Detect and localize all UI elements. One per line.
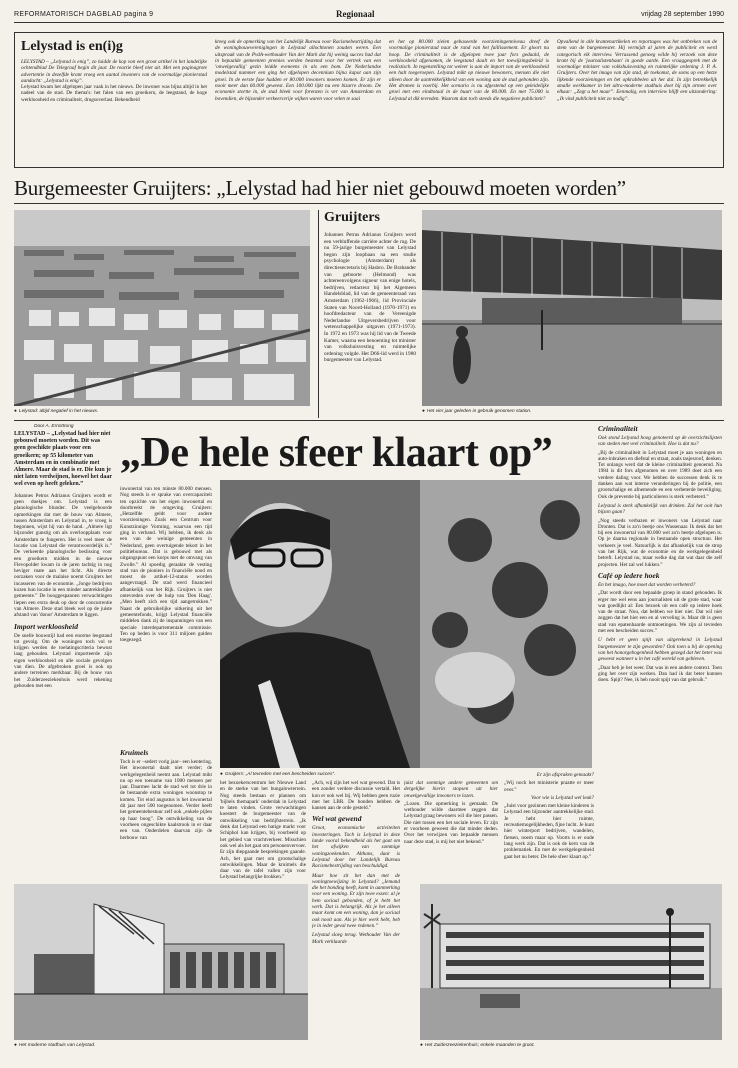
article-col-4: [404, 780, 498, 884]
col-4-question-e: Voor wie is Lelystad wel leuk?: [531, 794, 594, 801]
masthead: [14, 8, 724, 23]
portrait-caption-text: Gruijters: „Al tevreden met een bescheiden succes”.: [224, 772, 336, 777]
station-photo-illustration: [422, 210, 722, 406]
section-title: Regionaal: [336, 9, 375, 19]
col-1-text: Johannes Petrus Adrianus Gruijters wordt er geen doekjes om. Lelystad is een planologische blunder. De veelgehoorde opmerkingen dat met de bouw van Almere, tussen Amsterdam en Lelystad in, te vroeg is begonnen, wijst hij van de hand. „Almere ligt bijzonder gunstig om als overloopplaats voor Amsterdam te fungeren. Het is veel meer de locatie van Lelystad die verantwoordelijk is.” De verkeerde planologische beslissing voor een groeikern midden in de nieuwe Flevopolder kwam in de jaren tachtig in nog heviger mate aan het licht. Als directe oorzaken voor de malaise noemt Gruijters het incasseren van de economie. „Jonge bedrijven kozen hun locatie in een minder aantrekkelijke gemeente.” De hooggespannen verwachtingen liepen een extra deuk op door de concurrentie van Almere. Deze stad bleek wel op de juiste afstand van 'donor' Amsterdam te liggen.: [14, 492, 112, 619]
main-headline: Burgemeester Gruijters: „Lelystad had hier niet gebouwd moeten worden”: [14, 176, 626, 200]
col-3-tail: Lelystad sloeg terug. Wethouder Van der Mark verklaarde: [312, 932, 400, 945]
stadhuis-caption: ● Het moderne stadhuis van Lelystad.: [14, 1043, 96, 1048]
article-col-2b: [120, 748, 212, 880]
byline: Door A. Ernsttrong: [34, 424, 74, 429]
intro-col-1: [21, 39, 207, 163]
col-5-text-d: „Nog steeds verbazen er inwoners van Lelystad naar Dronten. Dat is zo'n beetje ons Wassenaar. Ik denk dat het bij een inwonertal van 80.000 wel zo'n beetje afgelopen is. Op je daarna regionale in bestaande open structuur. Het verkeers je veel. Natuurlijk is dat afhankelijk van de strop van het Rijk, wat de economie en de werkgelegenheid betreft. Lelystad nu, maar welke dag dat wat daar die zelf projecten. Het zal wel lukken.”: [598, 517, 722, 568]
intro-col-1-body: Lelystad kwam het afgelopen jaar vaak in het nieuws. De inwoner was bijna altijd in het nadeel van de stad. De thema's: het falen van een groeikern, de leegstand, de hoge werkloosheid en criminaliteit, drugsoverlast. Bekendheid: [21, 84, 207, 103]
subhead-import: Import werkloosheid: [14, 621, 78, 631]
col-3-text-cont: „Ach, wij zijn het wel wat gewend. Dat is een zonder verdere discussie vertald. Het kon er ook wel bij. Wij hebben geen ruzie met het LBR. De bonden hebben de kansen aan de orde gesteld.”: [312, 780, 400, 812]
intro-box-title: Lelystad is en(i)g: [21, 39, 123, 54]
intro-lead: LELYSTAD – „Lelystad is enig”, zo luidde de kop van een groot artikel in het landelijke ochtendblad De Telegraaf begin dit jaar. De reactie bleef niet uit. Met een paginagrote advertentie in dezelfde krant vroeg een aantal inwoners van de voormalige pionierstad aandacht: „Lelystad is enig”.: [21, 59, 207, 84]
ziekenhuis-photo-illustration: [420, 884, 722, 1040]
col-2-text-b: Toch is er –sedert vorig jaar– een kentering. Het inwonertal daalt niet verder; de werkgelegenheid neemt aan. Lelystad mikt nu op een toename van 1000 mensen per jaar. Daarmee lacht de stad wel tot drie in de bestaande extra woningen woonstop te komen. Tot eind augustus is het inwonertal dit jaar met 500 toegenomen. Verder heeft het gemeentebestuur zelf ook „enkele pijlen op haar boog”. De ontwikkeling van de voorheen ongeschikte kaalstrook in er daar een van. Onderdelen daarvan zijn de herbouw van: [120, 759, 212, 841]
article-col-3a: [220, 772, 306, 880]
aerial-photo: [14, 210, 310, 406]
subhead-cafe: Café op iedere hoek: [598, 570, 660, 580]
station-caption: ● Het vier jaar geleden in gebruik genomen station.: [422, 409, 532, 414]
col-5-text-b: „Bij de criminaliteit in Lelystad moet je aan woningen en auto-inbraken en diefstal en straat, zoals tasjesroof, denken. Tot onlangs werd dat de kleine criminaliteit genoemd. Na 1984 is dit fors afgenomen en over 1989 doet zich een verdere daling voor. We hebben de successen denk ik te danken aan wat interne veranderingen bij de politie, een grootschalige en afnemende en een verbeterde beveiliging. Ook de preventie bij particulieren is sterk verbeterd.”: [598, 449, 722, 500]
article-col-5: [598, 424, 722, 884]
intro-col-3: en het op 80.000 zielen gebaseerde voorzieningenniveau dreef de voormalige pionierstad naar de rand van het faillissement. Er gloort nu hoop. De criminaliteit is de afgelopen twee jaar fors gedaald, de werkloosheid afgenomen, de leegstand daalt en het toewijzingsbeleid is realistisch. In tegenstelling tot weleer is aan de import van de werkloosheid een halt toegeroepen. Lelystad mikt op nieuwe bewoners, mensen die niet alleen door de aantrekkelijkheid van een woning aan de stad gebonden zijn. Het dromen is voorbij. Het scenario is nu afgestemd op een geleidelijke groei met een eindtotaal in de buurt van de 80.000. En met 75.000 is Lelystad al dik tevreden. Waarom dan toch steeds die negatieve publiciteit?: [389, 39, 549, 102]
col-4-italic-a: juist dat sommige andere gemeenten om dergelijke hierin stopsen uit hier onwelgevallige inwoners te lozen.: [404, 780, 498, 799]
portrait-photo-illustration: [220, 480, 592, 768]
aerial-caption: ● Lelystad: altijd negatief in het nieuws.: [14, 409, 99, 414]
intro-col-4: Opvallend in alle krantenartikelen en reportages was het ontbreken van de stem van de burgemeester. Hij vermijdt al jaren de publiciteit en werd categorisch elk interview. Verrassend genoeg wilde hij verzoek van deze krant bij de 'journalistenbaan' in goede aarde. Een vraaggesprek met de voormalige minister van volkshuisvesting en ruimtelijke ordening J. P. A. Gruijters. Over het imago van zijn stad, de toekomst, de soms op een hetze lijkende voorzieningen en het opkrabbelen uit het dal. In zijn betrekkelijk smalle werkkamer in het ultra-moderne stadhuis doet hij zijn armen over elkaar: „Zegt u het maar”. Eenmalig, een interview blijft een uitzondering: „Ik vind publiciteit niet zo nodig”.: [557, 39, 717, 102]
col-3-text: het bezoekerscentrum het Nieuwe Land en de sterke van het bungalowterrein. Nog steeds bestaan er plannen om 'bijbels themapark' onderdak in Lelystad te laten vinden. Grote verwachtingen koestert de burgemeester van de ontwikkeling van bedrijfsterrein. „Ik denk dat Lelystad een batige markt voor Schiphol kan krijgen, bij voorbeeld op het gebied van vrachtverkeer. Misschien ook wel als het gaat om personenvervoer. Er zijn diepgaande besprekingen gaande. Ach, het gaat met om grootschalige ontwikkelingen. Maar de kruimels die daar van de tafel vallen zijn voor Lelystad belangrijke brokken.”: [220, 780, 306, 880]
col-5-question-a: Ook stond Lelystad hoog genoteerd op de overzichtslijsten van steden met veel criminaliteit. Hoe is dat nu?: [598, 435, 722, 448]
col-1-text-b: De snelle bouwstijl had een enorme leegstand tot gevolg. Om de woningen toch vol te krijgen werden de toelatingscriteria bewust laag gehouden. Lelystad importeerde zijn eigen werkloosheid en alle sociale gevolgen van dien. De afgebroken groei is ook op andere terreinen merkbaar. Bij de bouw van het Zuiderzeeziekenhuis werd rekening gehouden met een: [14, 632, 112, 689]
aerial-caption-text: Lelystad: altijd negatief in het nieuws.: [18, 409, 99, 414]
intro-col-2: kreeg ook de opmerking van het Landelijk Bureau voor Racismebestrijding dat de woningbouwverenigingen in Lelystad allochtonen zouden weren. Een uitspraak van de PvdA-wethouder Van der Mark dat hij weinig succes had dat in bepaalde gemeenten premies werden bestemd voor het vertrek van een 'onwelgevallig' gezin leidde eveneens in als een bom. De Nederlandse modelstad nummer een ging het afgelopen decennium bijna kapot aan zijn groei. In de eerste fase hadden er 80.000 inwoners moeten komen. Er zijn er nooit meer dan 60.000 geweest. Een 100.000 lijkt nu een bizarre droom. De economie stortte in, de stad bleek voor forenzen is ver van Amsterdam en bovendien, de bijzonder verkeersvrije wijken waren voor velen te saai: [215, 39, 381, 102]
station-photo: [422, 210, 722, 406]
sidebar-rule: [318, 210, 319, 418]
intro-box: [14, 32, 724, 168]
col-2-text: inwonertal van ten minste 80.000 mensen. Nog steeds is er sprake van overcapaciteit ten opzichte van het eigen inwonertal en doorbreekt de omgeving. Gruijters: „Hetzelfde geldt voor andere voorzieningen. Zoals een Centrum voor Kunstzinnige Vorming, waarvan een tijd ging in verband. Wij hebben, ik denk als een van de weinige gemeenten in Nederland, geen overtuigende tekort in het politiebureau. Dat is gebouwd met als uitgangspunt een korps met de omvang van Zwolle.” Al spoedig geraakte de vesting stad van de pioniers in financiële nood en moest de artikel-12-status worden aangevraagd. De stad werd financieel afhankelijk van het Rijk. Gruijters is niet ontevreden over de hulp van 'Den Haag'. „Men heeft zich een tijd aangetrokken.” Naast de gebruikelijke uitkering uit het gemeentefonds, krijgt Lelystad financiële middelen dank zij de inspanningen van een speciale interdepartementale commissie. Ten op heden is voor 311 miljoen gulden toegezegd.: [120, 486, 212, 644]
subhead-wel-wat-gewend: Wel wat gewend: [312, 814, 362, 824]
portrait-caption: ● Gruijters: „Al tevreden met een bescheiden succes”.: [220, 772, 336, 777]
ziekenhuis-caption-text: Het Zuiderzeeziekenhuis; enkele maanden te groot.: [424, 1043, 535, 1048]
col-4-text-b: „Lozen. Die opmerking is gemaakt. De wethouder wilde daarmee zeggen dat Lelystad graag bewoners wil die hier passen. Die niet tussen een het sociale leven. Er zijn er voorheen geweest die dat minder deden. Over het verwijzen van bepaalde mensen naar deze stad, is mij het niet bekend.”: [404, 800, 498, 845]
col-5-question-c: Lelystad is sterk afhankelijk van drinken. Zal het ooit hun bijzon gaan?: [598, 502, 722, 516]
article-col-1: [14, 424, 112, 864]
sidebar-title: Gruijters: [324, 210, 380, 225]
ziekenhuis-photo: [420, 884, 722, 1040]
article-col-3b: [312, 780, 400, 1064]
subhead-criminaliteit: Criminaliteit: [598, 424, 638, 433]
issue-date: vrijdag 28 september 1990: [641, 11, 724, 18]
col-5-text-h: „Daar heb je het weer. Dat was in een andere context. Toen ging het over zijn werken. Dan had ik dat beter kunnen doen. Spijt? Nee, ik heb nooit spijt van dat gebruik.”: [598, 664, 722, 684]
subhead-kruimels: Kruimels: [120, 748, 149, 757]
col-5-question-g: U hebt er geen spijt van uitgerekend in Lelystad burgemeester te zijn geworden? Ook toen u bij de opening van het honorgebogenheid hebben gezegd dat het beter was geweest wanneer u in het café wereld van gebleven.: [598, 637, 722, 663]
section-rule: [14, 420, 724, 421]
station-caption-text: Het vier jaar geleden in gebruik genomen station.: [426, 409, 532, 414]
stadhuis-caption-text: Het moderne stadhuis van Lelystad.: [18, 1043, 96, 1048]
stadhuis-photo-illustration: [14, 884, 308, 1040]
col-4-text-d: „Wij noch het ministerie praatte er meer over.”: [504, 780, 594, 793]
feature-headline: „De hele sfeer klaart op”: [120, 430, 553, 476]
col-4-question-c: Er zijn afspraken gemaakt?: [536, 772, 594, 778]
col-3-question: Maar hoe zit het dan met de woningtoewijzing in Lelystad? „Iemand die het bonding heeft, komt in aanmerking voor een woning. Er zijn twee essen: al je hem sociaal gebonden, of je hebt het werk. Dat is belangrijk. Als je het alleen maar komt om een woning, dan je sociaal ook nooit aan. Als je hier werk hebt, heb je in ieder geval twee redenen.”: [312, 872, 400, 929]
portrait-photo: [220, 480, 592, 768]
headline-rule: [14, 203, 724, 204]
article-lead: LELYSTAD – „Lelystad had hier niet gebouwd moeten worden. Dit was geen geschikte plaats voor een groeikern; op 55 kilometer van Amsterdam en in combinatie met Almere. Maar de stad is er. Die kun je niet laten verdwijnen, hoewel het daar wel even op heeft geleken.”: [14, 431, 112, 488]
article-col-4b: [504, 772, 594, 884]
col-4-text-f: „Juist voor gezinnen met kleine kinderen is Lelystad een bijzonder aantrekkelijke stad. Je hebt hier ruimte, recreatiemogelijkheden, fijne lucht. Je kunt hier winterport bedrijven, wandelen, fietsen, noem maar op. Voorts is er oude lang werk zijn. Dat is ook de kern van de problematiek. En met de werkgelegenheid gaat het nu beter. De hele sfeer klaart op.”: [504, 803, 594, 860]
aerial-photo-illustration: [14, 210, 310, 406]
col-5-question-e: En het imago, hoe moet dat worden verbeterd?: [598, 581, 696, 588]
sidebar-text: Johannes Petrus Adrianus Gruijters werd een verbluffende carrière achter de rug. De nu 59-jarige burgemeester van Lelystad begon zijn loopbaan na een studie psychologie (Amsterdam) als directiesecretaris bij Hasbro. De Brabander van geboorte (Helmond) was achtereenvolgens signeur van enige hotels, bedrijven, redacteur bij het Algemeen Handelsblad, lid van de gemeenteraad van Amsterdam (1962-1966), lid Provinciale Staten van Noord-Holland (1970-1971) en hoofdredacteur van de Vereenigde Nederlandse Uitgeversbedrijven voor wetenschappelijke uitgaven (1971-1973). In 1972 en 1973 was hij lid van de Tweede Kamer, waarna een benoeming tot minister van volkshuisvesting en ruimtelijke ordening volgde. Het D66-lid werd in 1980 burgemeester van Lelystad.: [324, 232, 416, 364]
stadhuis-photo: [14, 884, 308, 1040]
article-col-2: [120, 486, 212, 744]
bio-sidebar: [324, 210, 416, 418]
col-5-text-f: „Dat wordt door een bepaalde groep in stand gehouden. Ik erger me wel eens aan journalisten uit de grote stad, waar wat goedlijkt al: Een bezoek uit een café op iedere hoek van de straat. Nou, dat hebben we hier niet. Dat wil niet zeggen dat het hier een en al verveling is. Maar dit is geen stad van epatenhaarde ontmoetingen. We zijn al tevreden met een bescheiden succes.”: [598, 590, 722, 635]
col-3-italic: Groot, economische activiteiten investeringen. Toch is Lelystad in deze lande vooral bekendheid als het gaat om het afwijken van sommige woningzoekenden. Althans, daar is Lelystad door het Landelijk Bureau Racismebestrijding van beschuldigd.: [312, 825, 400, 870]
paper-name: REFORMATORISCH DAGBLAD pagina 9: [14, 11, 154, 18]
ziekenhuis-caption: ● Het Zuiderzeeziekenhuis; enkele maanden te groot.: [420, 1043, 535, 1048]
